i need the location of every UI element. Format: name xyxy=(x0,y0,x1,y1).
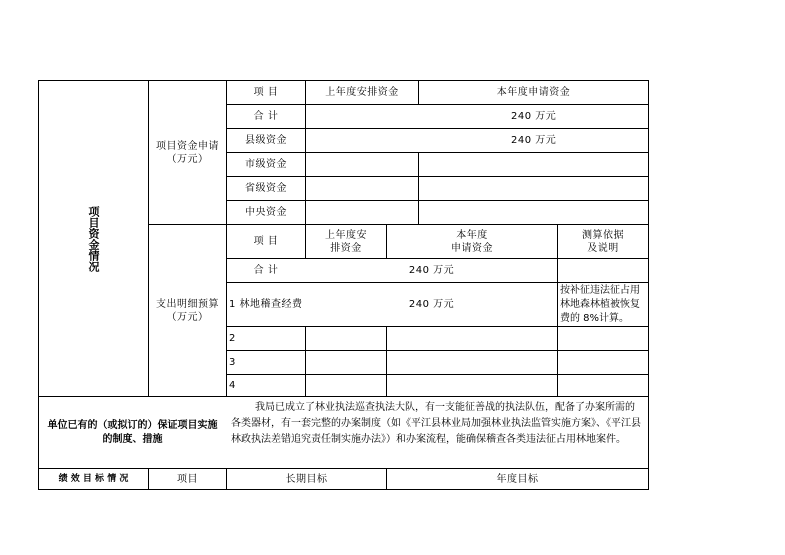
app-header-current: 本年度申请资金 xyxy=(496,87,571,98)
system-section-text xyxy=(227,397,648,468)
budget-header-prev: 上年度安 排资金 xyxy=(325,229,367,254)
border-right xyxy=(648,80,649,490)
border-bottom xyxy=(38,489,649,490)
budget-header-note: 测算依据 及说明 xyxy=(582,229,624,254)
app-row-label: 中央资金 xyxy=(245,207,287,218)
app-row-label: 市级资金 xyxy=(245,159,287,170)
system-section-paragraph: 我局已成立了林业执法巡查执法大队，有一支能征善战的执法队伍，配备了办案所需的各类器材，有一套完整的办案制度（如《平江县林业局加强林业执法监管实施方案》、《平江县林政执法差错追究责任制实施办法》）和办案流程，能确保稽查各类违法征占用林地案件。 xyxy=(231,402,641,445)
budget-row-note: 按补征违法征占用林地森林植被恢复费的 8%计算。 xyxy=(560,284,640,324)
col-line xyxy=(305,326,306,396)
app-row-label: 省级资金 xyxy=(245,183,287,194)
col-line xyxy=(418,152,419,224)
budget-row-label: 1 林地稽查经费 xyxy=(229,299,303,310)
application-label: 项目资金申请 （万元） xyxy=(156,140,219,165)
app-header-item: 项 目 xyxy=(253,87,279,98)
budget-label: 支出明细预算 （万元） xyxy=(156,298,219,323)
performance-header-item: 项目 xyxy=(177,473,198,485)
app-row-current: 240 万元 xyxy=(511,111,557,122)
budget-row-label: 3 xyxy=(229,357,236,368)
app-header-prev: 上年度安排资金 xyxy=(325,87,399,98)
budget-header-item: 项 目 xyxy=(253,236,279,247)
app-row-label: 县级资金 xyxy=(245,135,287,146)
app-row-current: 240 万元 xyxy=(511,135,557,146)
fund-section-title xyxy=(39,81,148,396)
budget-header-current: 本年度 申请资金 xyxy=(451,229,493,254)
budget-row-current: 240 万元 xyxy=(408,299,455,310)
budget-row-label: 2 xyxy=(229,333,236,344)
budget-row-current: 240 万元 xyxy=(408,265,455,276)
system-section-label: 单位已有的（或拟订的）保证项目实施的制度、措施 xyxy=(47,419,218,445)
app-row-label: 合 计 xyxy=(253,111,279,122)
fund-section-title-text: 项目资金情况 xyxy=(87,205,100,272)
performance-header-annual: 年度目标 xyxy=(496,473,539,485)
col-line xyxy=(386,326,387,396)
budget-row-label: 4 xyxy=(229,380,236,391)
budget-row-label: 合 计 xyxy=(253,265,279,276)
performance-section-label: 绩 效 目 标 情 况 xyxy=(58,474,129,484)
performance-header-long: 长期目标 xyxy=(285,473,328,485)
